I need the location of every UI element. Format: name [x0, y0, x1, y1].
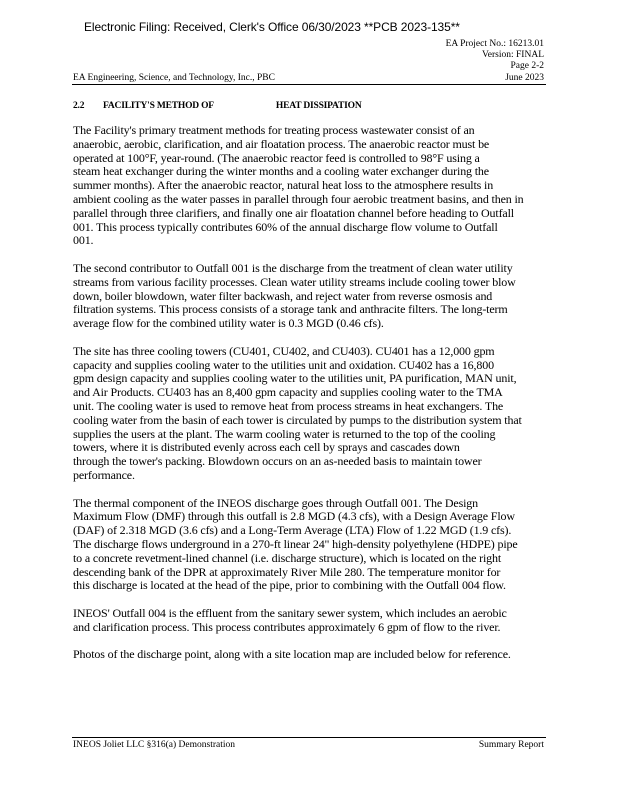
paragraph-line: Photos of the discharge point, along with a site location map are included below for reference. [73, 647, 511, 662]
paragraph [73, 262, 547, 331]
paragraph-line: ambient cooling as the water passes in parallel through four aerobic treatment basins, and then in [73, 191, 524, 206]
paragraph-line: The thermal component of the INEOS discharge goes through Outfall 001. The Design [73, 495, 478, 510]
footer-document-title: INEOS Joliet LLC §316(a) Demonstration [73, 740, 236, 750]
paragraph-line: anaerobic, aerobic, clarification, and air floatation process. The anaerobic reactor must be [73, 136, 490, 151]
section-number: 2.2 [73, 101, 85, 111]
document-meta [446, 39, 544, 72]
paragraph-line: towers, where it is distributed evenly across each cell by sprays and cascades down [73, 440, 460, 455]
footer-report-type: Summary Report [478, 740, 544, 750]
paragraph-line: unit. The cooling water is used to remove heat from process streams in heat exchangers. The [73, 398, 504, 413]
paragraph [73, 648, 547, 662]
paragraph-line: steam heat exchanger during the winter months and a cooling water exchanger during the [73, 164, 489, 179]
paragraph-line: The second contributor to Outfall 001 is the discharge from the treatment of clean water utility [73, 260, 513, 275]
paragraph-line: operated at 100°F, year-round. (The anaerobic reactor feed is controlled to 98°F using a [73, 150, 480, 165]
paragraph-line: streams from various facility processes. Clean water utility streams include cooling tower blow [73, 274, 516, 289]
section-title-part2: HEAT DISSIPATION [275, 101, 362, 111]
paragraph-line: The site has three cooling towers (CU401, CU402, and CU403). CU401 has a 12,000 gpm [73, 343, 495, 358]
footer-divider [72, 737, 546, 738]
section-heading [73, 101, 362, 111]
paragraph [73, 607, 547, 635]
paragraph-line: this discharge is located at the head of the pipe, prior to combining with the Outfall 004 flow. [73, 578, 506, 593]
paragraph-line: gpm design capacity and supplies cooling water to the utilities unit, PA purification, MAN unit, [73, 371, 517, 386]
paragraph-line: INEOS' Outfall 004 is the effluent from the sanitary sewer system, which includes an aerobic [73, 605, 507, 620]
paragraph-line: and clarification process. This process contributes approximately 6 gpm of flow to the river. [73, 619, 501, 634]
version: Version: FINAL [481, 50, 544, 60]
paragraph-line: down, boiler blowdown, water filter backwash, and reject water from reverse osmosis and [73, 288, 493, 303]
paragraph-line: cooling water from the basin of each tower is circulated by pumps to the distribution system that [73, 412, 522, 427]
project-number: EA Project No.: 16213.01 [445, 39, 544, 49]
paragraph-line: average flow for the combined utility water is 0.3 MGD (0.46 cfs). [73, 316, 384, 331]
paragraph-line: summer months). After the anaerobic reactor, natural heat loss to the atmosphere results in [73, 178, 494, 193]
paragraph-line: (DAF) of 2.318 MGD (3.6 cfs) and a Long-Term Average (LTA) Flow of 1.22 MGD (1.9 cfs). [73, 523, 512, 538]
paragraph-line: parallel through three clarifiers, and finally one air floatation channel before heading to Outfall [73, 205, 514, 220]
paragraph-line: 001. This process typically contributes 60% of the annual discharge flow volume to Outfall [73, 219, 498, 234]
header-divider [72, 84, 546, 85]
paragraph-line: The discharge flows underground in a 270-ft linear 24" high-density polyethylene (HDPE) pipe [73, 536, 518, 551]
document-date: June 2023 [505, 73, 544, 83]
paragraph-line: filtration systems. This process consists of a storage tank and anthracite filters. The long-term [73, 302, 508, 317]
paragraph-line: 001. [73, 233, 94, 248]
page-number: Page 2-2 [510, 61, 544, 71]
paragraph-line: supplies the users at the plant. The warm cooling water is returned to the top of the cooling [73, 426, 496, 441]
paragraph-line: capacity and supplies cooling water to the utilities unit and oxidation. CU402 has a 16,800 [73, 357, 494, 372]
paragraph-line: through the tower's packing. Blowdown occurs on an as-needed basis to maintain tower [73, 454, 482, 469]
paragraph-line: The Facility's primary treatment methods for treating process wastewater consist of an [73, 123, 475, 137]
paragraph-line: to a concrete revetment-lined channel (i.e. discharge structure), which is located on the right [73, 550, 502, 565]
paragraph-line: and Air Products. CU403 has an 8,400 gpm capacity and supplies cooling water to the TMA [73, 385, 503, 400]
section-title-part1: FACILITY'S METHOD OF [103, 101, 214, 111]
filing-stamp: Electronic Filing: Received, Clerk's Office 06/30/2023 **PCB 2023-135** [84, 20, 460, 34]
paragraph-line: Maximum Flow (DMF) through this outfall is 2.8 MGD (4.3 cfs), with a Design Average Flow [73, 509, 515, 524]
body-text [73, 124, 547, 676]
company-name: EA Engineering, Science, and Technology, Inc., PBC [73, 73, 275, 83]
paragraph [73, 497, 547, 594]
paragraph-line: performance. [73, 467, 135, 482]
paragraph-line: descending bank of the DPR at approximately River Mile 280. The temperature monitor for [73, 564, 501, 579]
paragraph [73, 124, 547, 248]
paragraph [73, 345, 547, 483]
